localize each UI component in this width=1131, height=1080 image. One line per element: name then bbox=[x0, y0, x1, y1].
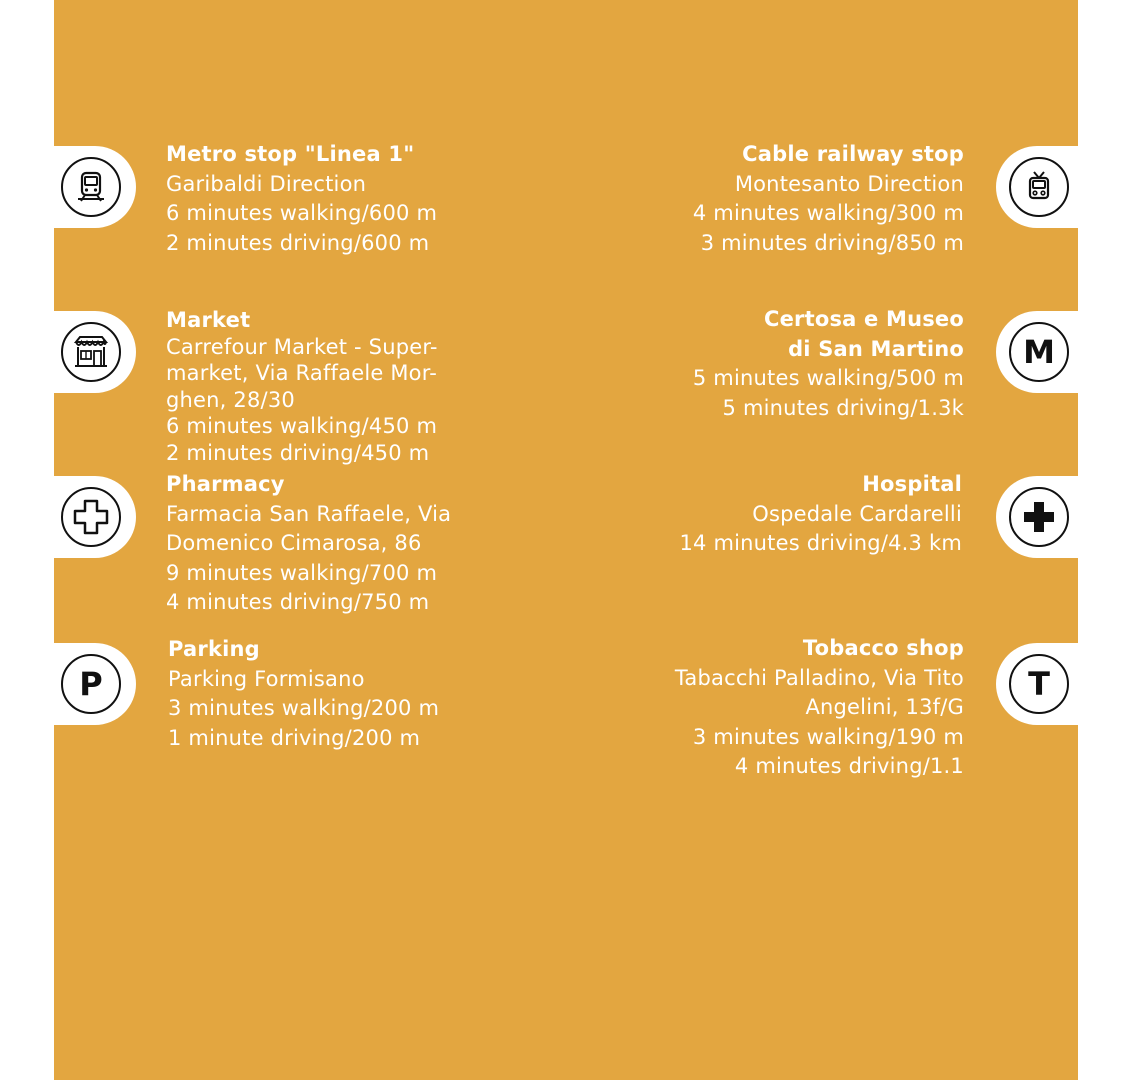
market-line-4: 6 minutes walking/450 m bbox=[166, 414, 438, 438]
tobacco-icon-tab bbox=[996, 643, 1078, 725]
market-line-2: market, Via Raffaele Mor- bbox=[166, 361, 437, 385]
letter-t-icon bbox=[1009, 654, 1069, 714]
museum-info bbox=[693, 305, 964, 423]
cable-icon-tab bbox=[996, 146, 1078, 228]
market-title: Market bbox=[166, 308, 251, 332]
museum-title: Certosa e Museo bbox=[763, 307, 964, 331]
letter-t: T bbox=[1028, 665, 1050, 703]
cable-line-2: 4 minutes walking/300 m bbox=[692, 201, 964, 225]
cross-outline-icon bbox=[61, 487, 121, 547]
train-icon bbox=[61, 157, 121, 217]
cable-line-3: 3 minutes driving/850 m bbox=[700, 230, 964, 255]
parking-line-1: Parking Formisano bbox=[168, 666, 365, 691]
market-info bbox=[166, 307, 438, 466]
museum-title-2: di San Martino bbox=[788, 336, 964, 361]
tobacco-title: Tobacco shop bbox=[802, 636, 964, 660]
museum-line-1: 5 minutes walking/500 m bbox=[692, 366, 964, 390]
cable-title: Cable railway stop bbox=[742, 142, 964, 166]
metro-info bbox=[166, 140, 437, 258]
hospital-icon-tab bbox=[996, 476, 1078, 558]
tobacco-line-1: Tabacchi Palladino, Via Tito bbox=[674, 665, 964, 690]
hospital-line-2: 14 minutes driving/4.3 km bbox=[679, 531, 962, 555]
parking-line-3: 1 minute driving/200 m bbox=[168, 725, 421, 750]
pharmacy-line-2: Domenico Cimarosa, 86 bbox=[166, 531, 422, 555]
metro-line-2: 6 minutes walking/600 m bbox=[166, 201, 438, 225]
metro-title: Metro stop "Linea 1" bbox=[166, 142, 415, 166]
tobacco-line-3: 3 minutes walking/190 m bbox=[692, 724, 964, 749]
market-icon-tab bbox=[54, 311, 136, 393]
hospital-line-1: Ospedale Cardarelli bbox=[752, 501, 962, 526]
parking-title: Parking bbox=[168, 637, 260, 661]
market-line-3: ghen, 28/30 bbox=[166, 387, 295, 412]
pharmacy-icon-tab bbox=[54, 476, 136, 558]
tobacco-line-4: 4 minutes driving/1.1 bbox=[734, 754, 964, 778]
pharmacy-info bbox=[166, 470, 451, 618]
pharmacy-line-1: Farmacia San Raffaele, Via bbox=[166, 501, 452, 526]
market-line-1: Carrefour Market - Super- bbox=[166, 334, 438, 359]
shop-icon bbox=[61, 322, 121, 382]
parking-info bbox=[168, 635, 439, 753]
parking-icon-tab bbox=[54, 643, 136, 725]
letter-p: P bbox=[79, 665, 103, 703]
museum-icon-tab bbox=[996, 311, 1078, 393]
pharmacy-line-3: 9 minutes walking/700 m bbox=[166, 560, 438, 585]
metro-line-3: 2 minutes driving/600 m bbox=[166, 230, 430, 255]
pharmacy-line-4: 4 minutes driving/750 m bbox=[166, 590, 430, 614]
market-line-5: 2 minutes driving/450 m bbox=[166, 440, 430, 465]
letter-m: M bbox=[1023, 333, 1055, 371]
tram-icon bbox=[1009, 157, 1069, 217]
hospital-title: Hospital bbox=[862, 472, 962, 496]
cable-info bbox=[693, 140, 964, 258]
museum-line-2: 5 minutes driving/1.3k bbox=[722, 395, 964, 420]
pharmacy-title: Pharmacy bbox=[166, 472, 285, 496]
metro-icon-tab bbox=[54, 146, 136, 228]
cross-solid-icon bbox=[1009, 487, 1069, 547]
letter-p-icon bbox=[61, 654, 121, 714]
metro-line-1: Garibaldi Direction bbox=[166, 171, 367, 196]
tobacco-info bbox=[675, 634, 964, 782]
letter-m-icon bbox=[1009, 322, 1069, 382]
tobacco-line-2: Angelini, 13f/G bbox=[805, 695, 964, 719]
parking-line-2: 3 minutes walking/200 m bbox=[168, 696, 440, 720]
hospital-info bbox=[679, 470, 962, 559]
cable-line-1: Montesanto Direction bbox=[734, 171, 964, 196]
